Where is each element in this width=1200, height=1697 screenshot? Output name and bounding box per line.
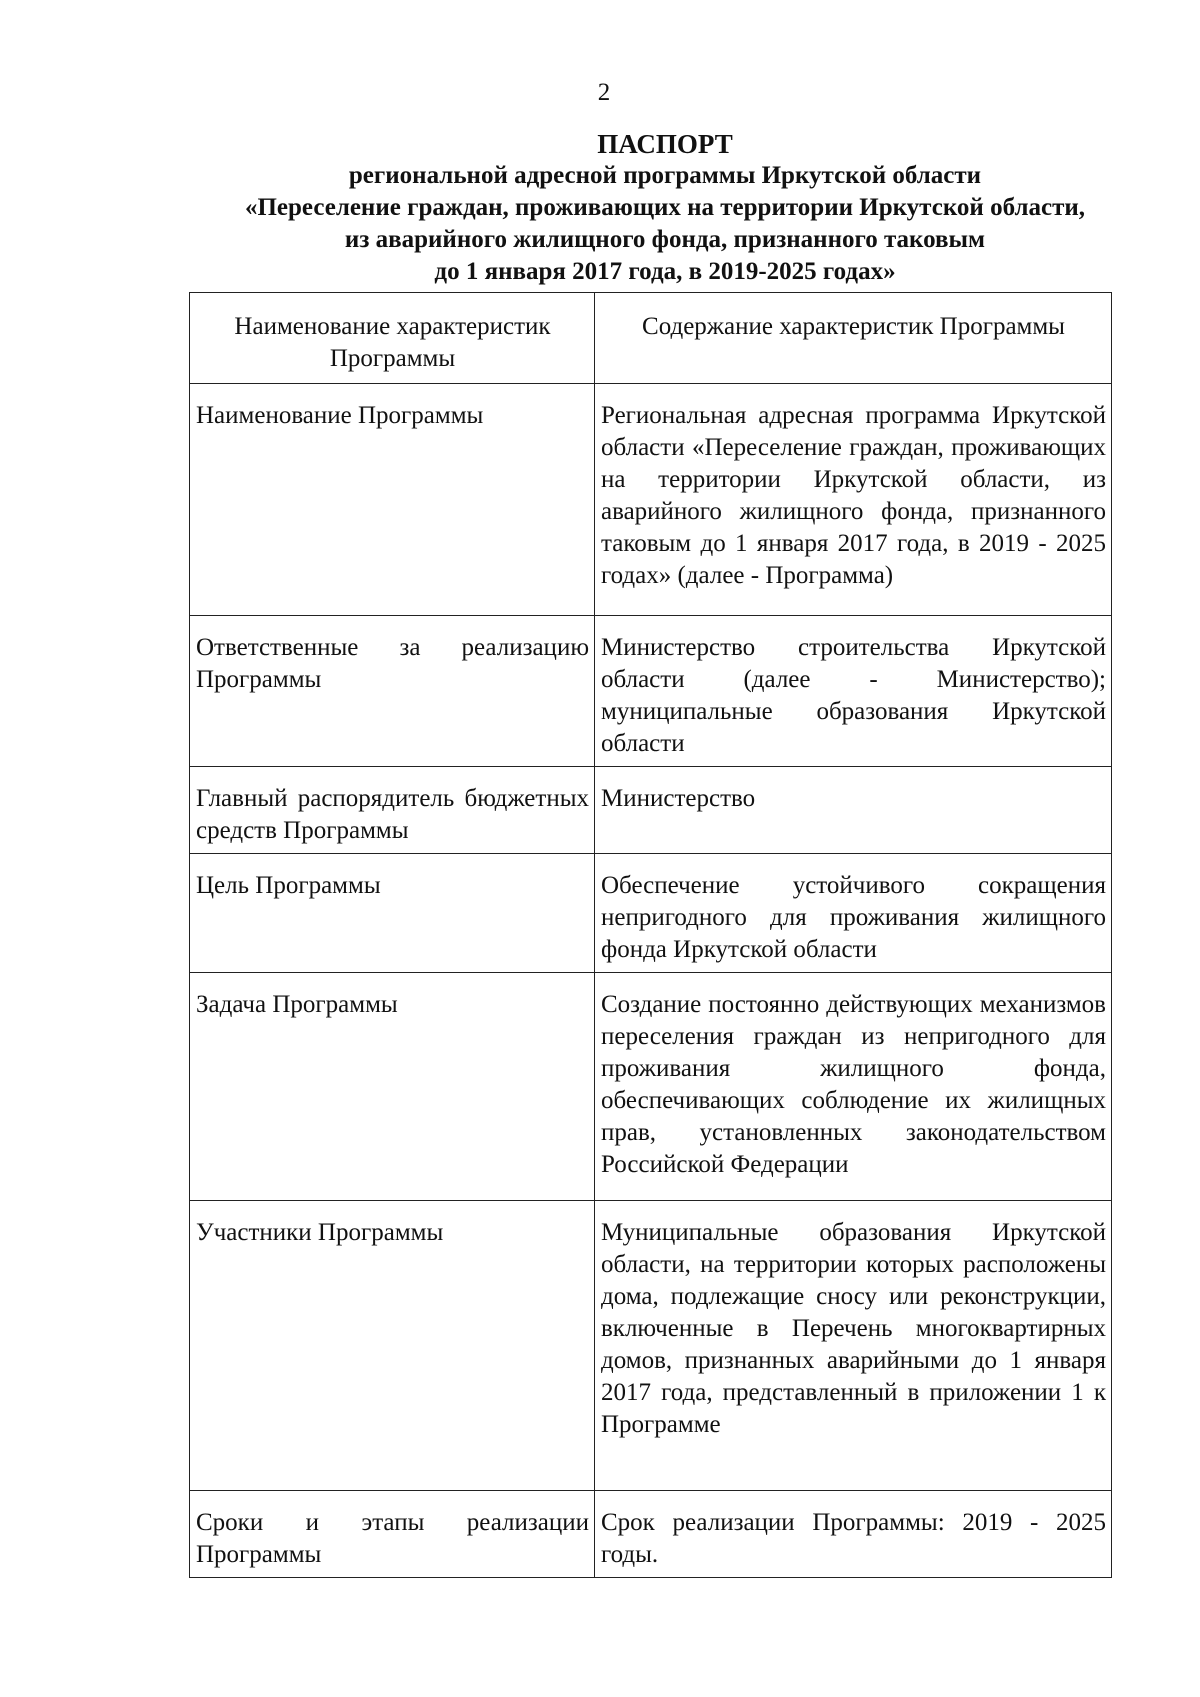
title-line: из аварийного жилищного фонда, признанного таковым: [344, 226, 986, 253]
title-line: региональной адресной программы Иркутской области: [348, 162, 982, 189]
row-name-cell: Цель Программы: [190, 854, 595, 973]
row-name-cell: Ответственные за реализацию Программы: [190, 616, 595, 767]
row-content-cell: Срок реализации Программы: 2019 - 2025 годы.: [595, 1491, 1112, 1578]
document-title: [150, 128, 1180, 288]
page-number: 2: [597, 79, 611, 106]
table-row: [190, 384, 1112, 616]
row-name-cell: Участники Программы: [190, 1201, 595, 1491]
row-content-cell: Министерство строительства Иркутской области (далее - Министерство); муниципальные образования Иркутской области: [595, 616, 1112, 767]
row-content-cell: Муниципальные образования Иркутской области, на территории которых расположены дома, подлежащие сносу или реконструкции, включенные в Перечень многоквартирных домов, признанных аварийными до 1 января 2017 года, представленный в приложении 1 к Программе: [595, 1201, 1112, 1491]
title-line: «Переселение граждан, проживающих на территории Иркутской области,: [244, 194, 1086, 221]
table-row: [190, 767, 1112, 854]
table-header-row: [190, 293, 1112, 384]
title-line: до 1 января 2017 года, в 2019-2025 годах»: [434, 258, 896, 285]
table-row: [190, 616, 1112, 767]
row-name-cell: Главный распорядитель бюджетных средств Программы: [190, 767, 595, 854]
header-content-column: Содержание характеристик Программы: [595, 293, 1112, 384]
row-content-cell: Региональная адресная программа Иркутской области «Переселение граждан, проживающих на территории Иркутской области, из аварийного жилищного фонда, признанного таковым до 1 января 2017 года, в 2019 - 2025 годах» (далее - Программа): [595, 384, 1112, 616]
row-name-cell: Наименование Программы: [190, 384, 595, 616]
table-row: [190, 1491, 1112, 1578]
table-row: [190, 1201, 1112, 1491]
row-content-cell: Министерство: [595, 767, 1112, 854]
row-content-cell: Создание постоянно действующих механизмов переселения граждан из непригодного для проживания жилищного фонда, обеспечивающих соблюдение их жилищных прав, установленных законодательством Российской Федерации: [595, 973, 1112, 1201]
row-name-cell: Сроки и этапы реализации Программы: [190, 1491, 595, 1578]
row-content-cell: Обеспечение устойчивого сокращения непригодного для проживания жилищного фонда Иркутской области: [595, 854, 1112, 973]
header-name-column: Наименование характеристик Программы: [190, 293, 595, 384]
table-row: [190, 854, 1112, 973]
table-row: [190, 973, 1112, 1201]
title-heading: ПАСПОРТ: [597, 129, 733, 159]
passport-table: [189, 292, 1112, 1578]
row-name-cell: Задача Программы: [190, 973, 595, 1201]
